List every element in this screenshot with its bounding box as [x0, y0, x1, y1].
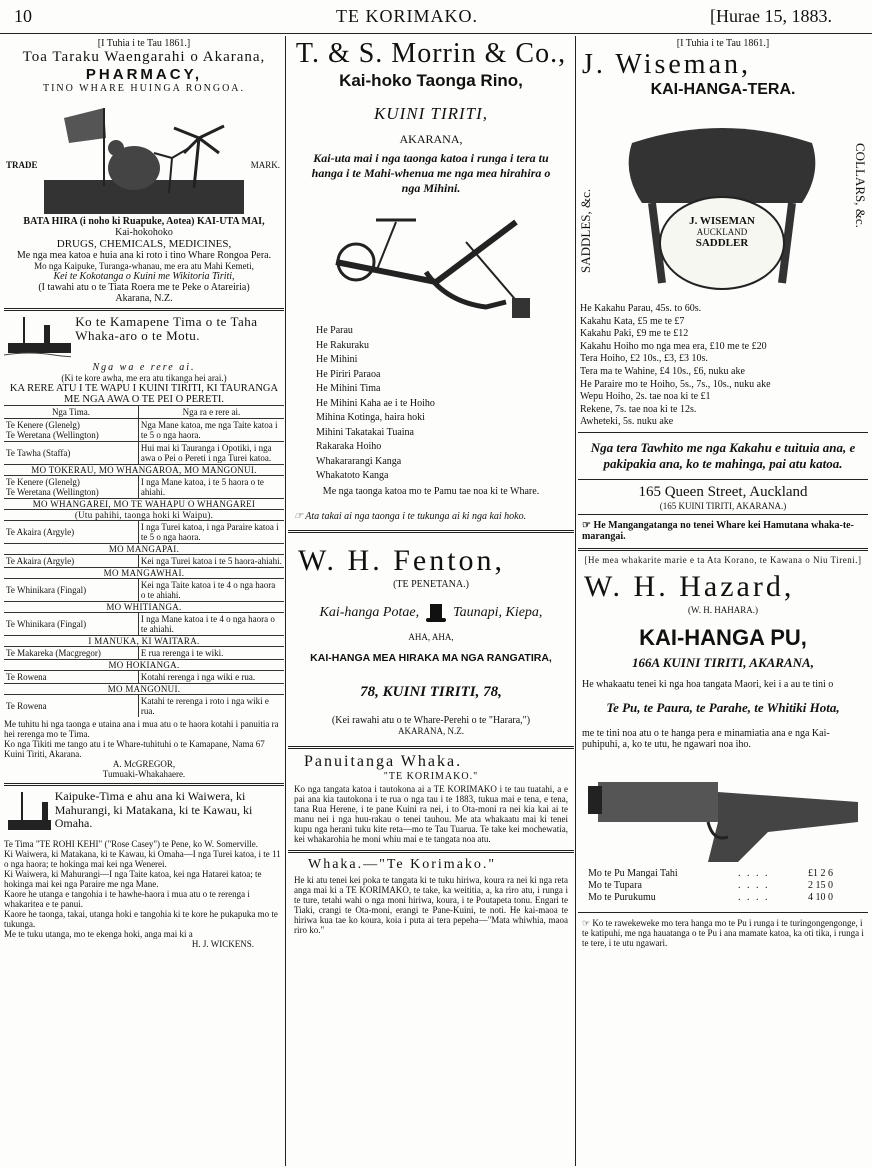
list-item	[588, 880, 868, 892]
table-row	[4, 647, 284, 660]
divider	[4, 783, 284, 786]
table-section-row	[4, 544, 284, 555]
established-note: [I Tuhia i te Tau 1861.]	[97, 38, 191, 49]
list-item: Whakararangi Kanga	[316, 455, 402, 467]
table-row	[4, 419, 284, 442]
list-item: He Paraire mo te Hoiho, 5s., 7s., 10s., nuku ake	[580, 378, 771, 390]
fenton-name: W. H. Fenton,	[298, 543, 506, 577]
list-item: Rekene, 7s. tae noa ki te 12s.	[580, 403, 697, 415]
pharmacy-goods: DRUGS, CHEMICALS, MEDICINES,	[56, 238, 232, 250]
steamer-name-cell: Te Whinikara (Fingal)	[4, 613, 138, 636]
sailing-days-cell: E rua rerenga i te wiki.	[138, 647, 284, 660]
divider	[578, 432, 868, 433]
morrin-town: AKARANA,	[399, 132, 463, 146]
table-row	[4, 476, 284, 499]
gun-price: £1 2 6	[808, 867, 833, 879]
divider	[578, 479, 868, 480]
table-section-row	[4, 636, 284, 647]
list-item: Kakahu Hoiho mo nga mea era, £10 me te £20	[580, 340, 767, 352]
hazard-repair-text: Ko te rawekeweke mo tera hanga mo te Pu i runga i te turingongengonge, i te katipuhi, me nga hauatanga o te Pu i ana mamate katoa, ka oti tika, i runga i te tere, i te utu ngawari.	[582, 917, 864, 948]
sailing-days-cell: Kotahi rerenga i nga wiki e rua.	[138, 671, 284, 684]
hazard-intro: He whakaatu tenei ki nga hoa tangata Maori, kei i a au te tini o	[582, 678, 834, 690]
column-middle	[288, 38, 574, 1164]
waiwera-steamer: Te Tima "TE ROHI KEHI" ("Rose Casey") te Pene, ko W. Somerville.	[4, 839, 259, 849]
steamer-name-cell: Te Akaira (Argyle)	[4, 521, 138, 544]
steamer-name-cell: Te Kenere (Glenelg) Te Weretana (Wellington)	[4, 476, 138, 499]
saddle-illustration	[612, 103, 832, 303]
table-section-row	[4, 684, 284, 695]
route-heading: MO MANGAWHAI.	[4, 568, 284, 579]
steamship-company-title: Ko te Kamapene Tima o te Taha Whaka-aro o te Motu.	[75, 314, 258, 343]
steamer-name-cell: Te Whinikara (Fingal)	[4, 579, 138, 602]
stamp-trade: SADDLER	[695, 237, 749, 249]
list-item: Kakahu Paki, £9 me te £12	[580, 328, 689, 340]
divider	[578, 912, 868, 913]
pharmacy-subtitle: TINO WHARE HUINGA RONGOA.	[42, 83, 246, 94]
list-item: Tera Hoiho, £2 10s., £3, £3 10s.	[580, 353, 708, 365]
gun-name: Mo te Tupara	[588, 879, 642, 891]
pharmacy-town: Akarana, N.Z.	[115, 293, 173, 304]
list-item: Mihina Kotinga, haira hoki	[316, 412, 425, 423]
table-header-row	[4, 406, 284, 419]
list-item: Wepu Hoiho, 2s. tae noa ki te £1	[580, 391, 711, 403]
hazard-warrant: [He mea whakarite marie e ta Ata Korano, te Kawana o Niu Tireni.]	[584, 554, 862, 565]
page-header	[0, 0, 872, 34]
sailing-times-heading: Nga wa e rere ai.	[92, 362, 196, 373]
sailing-days-cell: I nga Mane katoa, i te 5 haora o te ahiahi.	[138, 476, 284, 499]
pharmacy-heading: Toa Taraku Waengarahi o Akarana,	[22, 49, 266, 65]
waiwera-route-1: Ki Waiwera, ki Matakana, ki te Kawau, ki Omaha—I nga Turei katoa, i te 11 o nga haora; te hokinga mai kei nga Wenerei.	[4, 849, 281, 869]
fenton-etc: AHA, AHA,	[408, 631, 454, 642]
morrin-street: KUINI TIRITI,	[373, 104, 489, 123]
wiseman-branch-text: He Mangangatanga no tenei Whare kei Hamutana whaka-te-marangai.	[582, 519, 854, 542]
gun-name: Mo te Purukumu	[588, 891, 656, 903]
wiseman-address: 165 Queen Street, Auckland	[638, 483, 808, 500]
morrin-note-text: Ata takai ai nga taonga i te tukunga ai ki nga kai hoko.	[305, 510, 527, 522]
fenton-silk: KAI-HANGA MEA HIRAKA MA NGA RANGATIRA,	[310, 651, 552, 664]
table-row	[4, 579, 284, 602]
sailing-weather-note: (Ki te kore awha, me era atu tikanga hei arai.)	[61, 373, 227, 383]
gun-price: 4 10 0	[808, 891, 833, 903]
whaka-title: Whaka.—"Te Korimako."	[308, 856, 497, 872]
route-heading: MO TOKERAU, MO WHANGAROA, MO MANGONUI.	[4, 465, 284, 476]
route-heading: (Utu pahihi, taonga hoki ki Waipu).	[4, 510, 284, 521]
waiwera-contact: Me te tuku utanga, mo te ekenga hoki, anga mai ki a	[4, 929, 193, 939]
pointing-hand-icon: ☞	[294, 510, 303, 522]
pointing-hand-icon: ☞	[582, 519, 591, 531]
pharmacy-advert	[4, 38, 284, 304]
hazard-advert	[578, 555, 868, 950]
rifle-illustration	[588, 762, 858, 862]
trade-mark-engraving	[44, 98, 244, 214]
divider	[578, 514, 868, 515]
steamer-name-cell: Te Akaira (Argyle)	[4, 555, 138, 568]
morrin-advert	[288, 38, 574, 522]
route-heading: MO HOKIANGA.	[4, 660, 284, 671]
pharmacy-goods-note: Me nga mea katoa e huia ana ki roto i tino Whare Rongoa Pera.	[16, 250, 272, 261]
sailing-days-cell: Katahi te rerenga i roto i nga wiki e rua.	[138, 695, 284, 718]
table-section-row	[4, 499, 284, 510]
gun-name: Mo te Pu Mangai Tahi	[588, 867, 678, 879]
list-item: Whakatoto Kanga	[316, 470, 389, 481]
ticket-note: Ko nga Tikiti me tango atu i te Whare-tuhituhi o te Kamapane, Nama 67 Kuini Tiriti, Akarana.	[4, 739, 265, 759]
list-item: He Mihini	[316, 354, 358, 365]
steamer-illustration	[4, 790, 51, 836]
wiseman-slogan: Nga tera Tawhito me nga Kakahu e tuituia ana, e pakipakia ana, ko te mahinga, pai atu katoa.	[590, 439, 856, 471]
divider	[578, 548, 868, 551]
sailing-days-cell: Nga Mane katoa, me nga Taite katoa i te 5 o nga haora.	[138, 419, 284, 442]
whaka-body: He ki atu tenei kei poka te tangata ki te tuku hiriwa, koura ra nei ki nga reta anga mai ki a TE KORIMAKO, te take, ka weititia, a, ka riro atu, i runga i te ture, tetahi wahi o nga moni hiriwa, koura, i te Poutapeta tonu. Engari te Tiaki, crangi te Ota-moni, erangi te Pane-Kuini, te noti. He kai-maoa te hiriwa kua tae ko koura, koia i puta ai tera pepeha—"Mata whiwhia, maoa riro ko."	[294, 874, 568, 935]
hazard-address: 166A KUINI TIRITI, AKARANA,	[632, 654, 814, 670]
page-number: 10	[14, 6, 32, 26]
table-section-row	[4, 660, 284, 671]
gun-price-list	[578, 868, 868, 904]
trade-label: TRADE	[6, 160, 38, 170]
pharmacy-location: Kei te Kokotanga o Kuini me Wikitoria Tiriti,	[53, 271, 235, 282]
manager-title: Tumuaki-Whakahaere.	[102, 769, 186, 779]
cargo-note: Me tuhitu hi nga taonga e utaina ana i mua atu o te haora kotahi i panuitia ra hei rerenga mo te Tima.	[4, 719, 279, 739]
divider	[4, 308, 284, 311]
fenton-goods-2: Taunapi, Kiepa,	[453, 604, 543, 620]
table-section-row	[4, 465, 284, 476]
list-item: Mihini Takatakai Tuaina	[316, 426, 414, 438]
whaka-notice	[288, 857, 574, 937]
column-rule	[285, 36, 286, 1166]
route-heading: MO WHITIANGA.	[4, 602, 284, 613]
collars-side-label: COLLARS, &c.	[853, 143, 868, 228]
table-section-row	[4, 510, 284, 521]
waiwera-agent: H. J. WICKENS.	[191, 939, 254, 949]
steamer-name-cell: Te Makareka (Macgregor)	[4, 647, 138, 660]
saddlery-price-list	[578, 303, 868, 429]
saddles-side-label: SADDLES, &c.	[578, 188, 593, 273]
waiwera-steamer-advert	[4, 790, 284, 949]
hazard-more: me te tini noa atu o te hanga pera e minamiatia ana e nga Kai-puhipuhi, a, ko te utu, he ngawari noa iho.	[582, 727, 830, 750]
divider	[288, 746, 574, 749]
table-row	[4, 555, 284, 568]
manager-name: A. McGREGOR,	[112, 759, 176, 769]
saddler-stamp	[666, 215, 778, 249]
issue-date: [Hurae 15, 1883.	[710, 6, 832, 26]
table-row	[4, 613, 284, 636]
pharmacy-proprietor: BATA HIRA (i noho ki Ruapuke, Aotea) KAI-UTA MAI,	[23, 216, 265, 227]
mark-label: MARK.	[250, 160, 280, 170]
established-note: [I Tuhia i te Tau 1861.]	[676, 38, 770, 49]
morrin-note	[294, 511, 568, 522]
list-item: He Kakahu Parau, 45s. to 60s.	[580, 303, 702, 314]
table-row	[4, 521, 284, 544]
trade-mark-block	[4, 98, 284, 216]
list-item: Tera ma te Wahine, £4 10s., £6, nuku ake	[580, 365, 745, 377]
morrin-closing: Me nga taonga katoa mo te Pamu tae noa ki te Whare.	[322, 485, 540, 497]
pharmacy-trade: Kai-hokohoko	[115, 227, 173, 238]
wiseman-name: J. Wiseman,	[582, 49, 752, 80]
wiseman-branch-note	[578, 518, 868, 544]
sailing-days-cell: I nga Turei katoa, i nga Paraire katoa i te 5 o nga haora.	[138, 521, 284, 544]
gun-price: 2 15 0	[808, 879, 833, 891]
list-item: He Rakuraku	[316, 339, 370, 351]
divider	[288, 530, 574, 533]
pharmacy-word: PHARMACY,	[85, 66, 203, 83]
sailing-route-heading: KA RERE ATU I TE WAPU I KUINI TIRITI, KI TAURANGA ME NGA AWA O TE PEI O PERETI.	[9, 383, 279, 405]
stamp-name: J. WISEMAN	[689, 215, 755, 227]
fenton-town: AKARANA, N.Z.	[398, 725, 464, 736]
table-row	[4, 671, 284, 684]
list-item: Kakahu Kata, £5 me te £7	[580, 315, 685, 327]
table-section-row	[4, 568, 284, 579]
morrin-trade: Kai-hoko Taonga Rino,	[339, 71, 523, 90]
stamp-town: AUCKLAND	[696, 227, 748, 237]
panuitanga-body: Ko nga tangata katoa i tautokona ai a TE KORIMAKO i te tau tuatahi, a e pai ana kia tautokona i te rua o nga tau i te 1883, tukua mai e tena, e tena, tana Rua Herene, i te pane Kuini ra nei, i to Ota-moni ra nei kia kai ai te manu nei i nga huu-rakau o tenei tauhou. Me ata whakaatu mai ki tenei kupu nga herani tuku kite reta—mo te Tau Tuarua. Te take kei mochewatia, kei whakarohia he moni whiu mai e te tangata noa atu.	[294, 783, 568, 844]
list-item: He Mihini Kaha ae i te Hoiho	[316, 397, 435, 409]
hazard-goods: Te Pu, te Paura, te Parahe, te Whitiki Hota,	[606, 699, 840, 715]
pharmacy-location-note: (I tawahi atu o te Tiata Roera me te Peke o Atareiria)	[38, 282, 250, 293]
top-hat-icon	[425, 602, 447, 624]
list-item	[588, 892, 868, 904]
plough-illustration	[316, 202, 546, 320]
column-header: Nga ra e rere ai.	[138, 406, 284, 419]
steamer-name-cell: Te Rowena	[4, 671, 138, 684]
leader-dots: . . . .	[738, 891, 770, 903]
fenton-advert	[288, 543, 574, 736]
waiwera-title: Kaipuke-Tima e ahu ana ki Waiwera, ki Mahurangi, ki Matakana, ki te Kawau, ki Omaha.	[54, 789, 253, 830]
morrin-name: T. & S. Morrin & Co.,	[295, 38, 567, 69]
table-section-row	[4, 602, 284, 613]
steamship-company-advert	[4, 315, 284, 779]
list-item: He Parau	[316, 325, 353, 336]
sailing-days-cell: Kei nga Turei katoa i te 5 haora-ahiahi.	[138, 555, 284, 568]
column-rule	[575, 36, 576, 1166]
column-left	[4, 38, 284, 1164]
panuitanga-notice	[288, 753, 574, 846]
steamer-name-cell: Te Kenere (Glenelg) Te Weretana (Wellington)	[4, 419, 138, 442]
sailing-days-cell: Kei nga Taite katoa i te 4 o nga haora o te ahiahi.	[138, 579, 284, 602]
hazard-maori-name: (W. H. HAHARA.)	[688, 604, 758, 615]
pharmacy-ships: Mo nga Kaipuke, Turanga-whanau, me era atu Mahi Kemeti,	[34, 261, 254, 271]
table-row	[4, 442, 284, 465]
morrin-description: Kai-uta mai i nga taonga katoa i runga i tera tu hanga i te Mahi-whenua me nga mea hirahira o nga Mihini.	[311, 151, 551, 195]
wiseman-address-maori: (165 KUINI TIRITI, AKARANA.)	[659, 500, 787, 511]
fenton-maori-name: (TE PENETANA.)	[393, 578, 469, 590]
fenton-address: 78, KUINI TIRITI, 78,	[360, 683, 502, 700]
leader-dots: . . . .	[738, 867, 770, 879]
waiwera-parcel-note: Kaore he taonga, takai, utanga hoki e tangohia ki te kore he pukapuka mo te tukunga.	[4, 909, 278, 929]
steamer-name-cell: Te Rowena	[4, 695, 138, 718]
wiseman-trade: KAI-HANGA-TERA.	[650, 81, 796, 98]
sailing-days-cell: Hui mai ki Tauranga i Opotiki, i nga awa o Pei o Pereti i nga Turei katoa.	[138, 442, 284, 465]
route-heading: MO MANGONUI.	[4, 684, 284, 695]
list-item	[588, 868, 868, 880]
sailing-schedule-table	[4, 405, 284, 717]
leader-dots: . . . .	[738, 879, 770, 891]
waiwera-route-2: Ki Waiwera, ki Mahurangi—I nga Taite katoa, kei nga Hatarei katoa; te hokinga mai kei nga Paraire me nga Mane.	[4, 869, 262, 889]
pointing-hand-icon: ☞	[582, 917, 591, 928]
steamer-name-cell: Te Tawha (Staffa)	[4, 442, 138, 465]
route-heading: MO WHANGAREI, MO TE WAHAPU O WHANGAREI	[4, 499, 284, 510]
route-heading: MO MANGAPAI.	[4, 544, 284, 555]
waiwera-cargo-note: Kaore he utanga e tangohia i te hawhe-haora i mua atu o te rerenga i whakaritea e te panui.	[4, 889, 250, 909]
sailing-days-cell: I nga Mane katoa i te 4 o nga haora o te ahiahi.	[138, 613, 284, 636]
divider	[288, 850, 574, 853]
wiseman-advert	[578, 38, 868, 544]
fenton-goods-1: Kai-hanga Potae,	[319, 604, 420, 620]
hazard-trade: KAI-HANGA PU,	[639, 624, 807, 650]
list-item: He Mihini Tima	[316, 383, 381, 394]
table-row	[4, 695, 284, 718]
masthead-title: TE KORIMAKO.	[336, 6, 478, 26]
panuitanga-title: Panuitanga Whaka.	[304, 752, 463, 770]
fenton-goods	[288, 602, 574, 624]
morrin-goods-list	[288, 324, 574, 484]
hazard-repair-note	[578, 916, 868, 950]
column-header: Nga Tima.	[4, 406, 138, 419]
route-heading: I MANUKA, KI WAITARA.	[4, 636, 284, 647]
list-item: Awheteki, 5s. nuku ake	[580, 416, 674, 428]
list-item: He Piriri Paraoa	[316, 368, 381, 380]
fenton-location-note: (Kei rawahi atu o te Whare-Perehi o te "Harara,")	[331, 714, 531, 726]
hazard-name: W. H. Hazard,	[584, 569, 795, 603]
steamship-illustration	[4, 315, 71, 359]
panuitanga-subtitle: "TE KORIMAKO."	[383, 770, 479, 782]
column-right	[578, 38, 868, 1164]
list-item: Rakaraka Hoiho	[316, 441, 382, 452]
saddle-block	[578, 103, 868, 303]
